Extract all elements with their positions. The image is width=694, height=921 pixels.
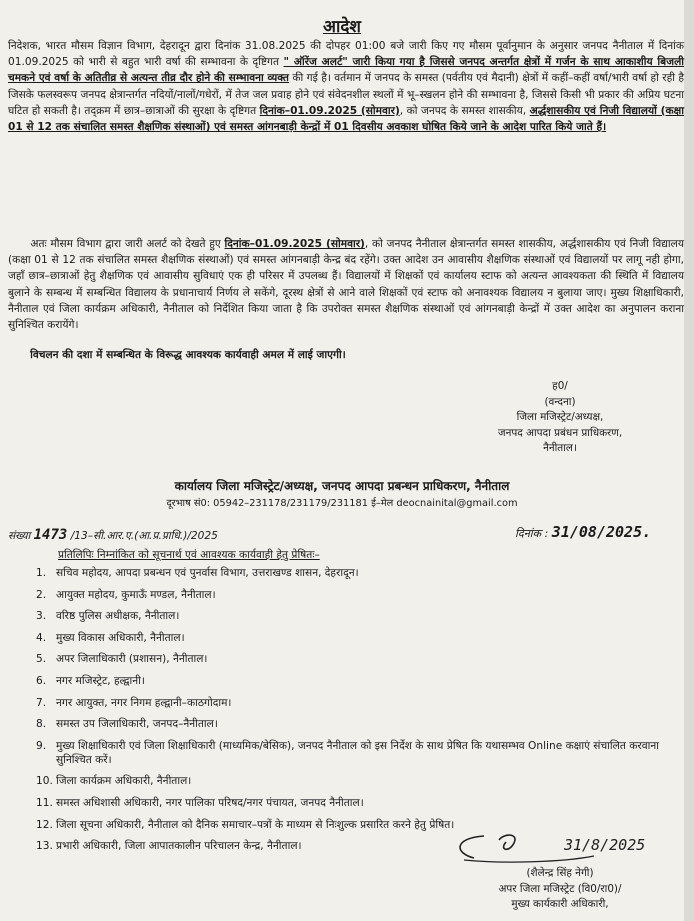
recipient-text: समस्त उप जिलाधिकारी, जनपद–नैनीताल। (56, 718, 218, 731)
recipient-number: 9. (36, 739, 47, 752)
recipient-number: 6. (36, 674, 47, 687)
handwritten-signature (444, 828, 694, 868)
recipient-item (36, 774, 686, 788)
para1-orange-alert: " ऑरेंज अलर्ट" जारी किया गया है जिससे जनपद अन्तर्गत क्षेत्रों में गर्जन के साथ आकाशीय बिजली चमकने एवं वर्षा के अतितीव्र से अत्यन्त तीव्र दौर होने की सम्भावना व्यक्त (8, 56, 684, 85)
recipient-text: नगर मजिस्ट्रेट, हल्द्वानी। (56, 674, 145, 687)
recipient-number: 7. (36, 696, 47, 709)
copy-heading: प्रतिलिपिः निम्नांकित को सूचनार्थ एवं आवश्यक कार्यवाही हेतु प्रेषितः– (58, 549, 320, 561)
recipient-number: 3. (36, 610, 47, 623)
para1-text-c: , को जनपद के समस्त शासकीय, (399, 104, 530, 117)
recipient-text: नगर आयुक्त, नगर निगम हल्द्वानी–काठगोदाम। (56, 696, 232, 709)
recipient-item (36, 566, 686, 580)
adm-title: अपर जिला मजिस्ट्रेट (वि0/रा0)/ (498, 882, 622, 895)
recipient-number: 5. (36, 653, 47, 666)
recipient-item (36, 652, 686, 666)
adm-name: (शैलेन्द्र सिंह नेगी) (526, 867, 594, 879)
recipient-item (36, 631, 686, 645)
para3-text: विचलन की दशा में सम्बन्धित के विरूद्ध आवश्यक कार्यवाही अमल में लाई जाएगी। (30, 349, 346, 361)
page-title: आदेश (323, 17, 361, 37)
recipient-item (36, 796, 686, 810)
date-label: दिनांक : (515, 527, 549, 540)
order-paragraph-3 (8, 347, 684, 363)
para2-date: दिनांक–01.09.2025 (सोमवार) (224, 238, 365, 250)
adm-signature-block (460, 866, 660, 913)
para1-text-b: की गई है। वर्तमान में जनपद के समस्त (पर्वतीय एवं मैदानी) क्षेत्रों में कहीं–कहीं वर्षा/भारी वर्षा हो रही है जिसके फलस्वरूप जनपद क्षेत्रान्तर्गत नदियों/नालों/गधेरों, में तेज जल प्रवाह होने एवं संवेदनशील स्थलों में भू–स्खलन होने की सम्भावना है, जिससे किसी भी प्रकार की अप्रिय घटना घटित हो सकती है। तद्क्रम में छात्र–छात्राओं की सुरक्षा के दृष्टिगत (8, 72, 684, 117)
signatory-name: (वन्दना) (544, 395, 576, 408)
order-paragraph-1 (8, 38, 684, 135)
recipient-text: प्रभारी अधिकारी, जिला आपातकालीन परिचालन केन्द्र, नैनीताल। (56, 840, 302, 853)
signature-date: 31/8/2025 (564, 836, 646, 854)
dm-signature-block (440, 379, 680, 457)
recipient-text: जिला कार्यक्रम अधिकारी, नैनीताल। (56, 775, 192, 788)
recipient-item (36, 717, 686, 731)
recipient-number: 2. (36, 588, 47, 601)
recipient-number: 10. (36, 775, 53, 788)
recipient-text: अपर जिलाधिकारी (प्रशासन), नैनीताल। (56, 653, 208, 666)
recipient-text: आयुक्त महोदय, कुमाऊँ मण्डल, नैनीताल। (56, 588, 216, 601)
recipient-item (36, 588, 686, 602)
reference-number (8, 527, 218, 543)
recipient-number: 12. (36, 818, 53, 831)
recipient-text: सचिव महोदय, आपदा प्रबन्धन एवं पुनर्वास विभाग, उत्तराखण्ड शासन, देहरादून। (56, 567, 359, 579)
date-value: 31/08/2025. (551, 523, 652, 541)
recipient-list (36, 566, 686, 861)
signatory-place: नैनीताल। (543, 442, 577, 454)
para1-text-a: निदेशक, भारत मौसम विज्ञान विभाग, देहरादून द्वारा दिनांक 31.08.2025 की दोपहर 01:00 बजे जारी किए गए मौसम पूर्वानुमान के अनुसार जनपद नैनीताल में दिनांक 01.09.2025 को भारी से बहुत भारी वर्षा की सम्भावना के दृष्टिगत (8, 40, 684, 69)
recipient-text: समस्त अधिशासी अधिकारी, नगर पालिका परिषद/नगर पंचायत, जनपद नैनीताल। (56, 796, 364, 809)
recipient-number: 4. (36, 631, 47, 644)
recipient-item (36, 696, 686, 710)
signature-mark: ह0/ (552, 380, 568, 392)
recipient-item (36, 609, 686, 623)
para2-text-b: , को जनपद नैनीताल क्षेत्रान्तर्गत समस्त शासकीय, अर्द्धशासकीय एवं निजी विद्यालय (कक्षा 01 से 12 तक संचालित समस्त शैक्षणिक संस्थाओं) एवं समस्त आंगनबाड़ी केन्द्र बंद रहेंगे। उक्त आदेश उन आवासीय शैक्षणिक संस्थाओं एवं विद्यालयों पर लागू नही होगा, जहाँ छात्र–छात्राओं हेतु शैक्षणिक एवं आवासीय सुविधाएं एक ही परिसर में उपलब्ध हैं। विद्यालयों में शिक्षकों एवं कार्यालय स्टाफ को अत्यन्त आवश्यकता की स्थिति में विद्यालय बुलाने के सम्बन्ध में सम्बन्धित विद्यालय के प्रधानाचार्य निर्णय ले सकेंगे, दूरस्थ क्षेत्रों से आने वाले शिक्षकों एवं स्टाफ को अनावश्यक विद्यालय न बुलाया जाए। मुख्य शिक्षाधिकारी, नैनीताल एवं जिला कार्यक्रम अधिकारी, नैनीताल को निर्देशित किया जाता है कि उपरोक्त समस्त शैक्षणिक संस्थाओं एवं आंगनबाड़ी केन्द्रों में उक्त आदेश का अनुपालन कराना सुनिश्चित करायेंगे। (8, 238, 684, 332)
office-heading: कार्यालय जिला मजिस्ट्रेट/अध्यक्ष, जनपद आपदा प्रबन्धन प्राधिकरण, नैनीताल (174, 479, 510, 493)
office-contact: दूरभाष सं0: 05942–231178/231179/231181 ई–मेल deocnainital@gmail.com (166, 498, 518, 509)
recipient-text: वरिष्ठ पुलिस अधीक्षक, नैनीताल। (56, 610, 180, 623)
recipient-item (36, 739, 686, 767)
order-date (515, 523, 651, 541)
ref-code: /13–सी.आर.ए.(आ.प्र.प्राधि.)/2025 (70, 530, 218, 542)
recipient-number: 8. (36, 718, 47, 731)
recipient-item (36, 674, 686, 688)
adm-role: मुख्य कार्यकारी अधिकारी, (511, 898, 609, 910)
recipient-number: 1. (36, 567, 47, 579)
signatory-title: जिला मजिस्ट्रेट/अध्यक्ष, (516, 411, 604, 423)
signatory-authority: जनपद आपदा प्रबंधन प्राधिकरण, (497, 426, 623, 439)
para1-holiday-order: अर्द्धशासकीय एवं निजी विद्यालयों (कक्षा 01 से 12 तक संचालित समस्त शैक्षणिक संस्थाओं) एवं समस्त आंगनबाड़ी केन्द्रों में 01 दिवसीय अवकाश घोषित किये जाने के आदेश पारित किये जाते हैं। (8, 104, 685, 134)
ref-label: संख्या (8, 530, 31, 542)
recipient-text: जिला सूचना अधिकारी, नैनीताल को दैनिक समाचार–पत्रों के माध्यम से निःशुल्क प्रसारित करने हेतु प्रेषित। (56, 818, 455, 831)
order-paragraph-2 (8, 236, 684, 333)
recipient-text: मुख्य विकास अधिकारी, नैनीताल। (56, 631, 185, 644)
para1-holiday-date: दिनांक–01.09.2025 (सोमवार) (259, 104, 400, 117)
recipient-number: 13. (36, 840, 53, 853)
ref-number: 1473 (33, 527, 68, 543)
para2-text-a: अतः मौसम विभाग द्वारा जारी अलर्ट को देखते हुए (30, 238, 225, 250)
recipient-text: मुख्य शिक्षाधिकारी एवं जिला शिक्षाधिकारी (माध्यमिक/बेसिक), जनपद नैनीताल को इस निर्देश के साथ प्रेषित कि यथासम्भव Online कक्षाएं संचालित करवाना सुनिश्चित करें। (56, 739, 659, 766)
recipient-number: 11. (36, 796, 53, 809)
